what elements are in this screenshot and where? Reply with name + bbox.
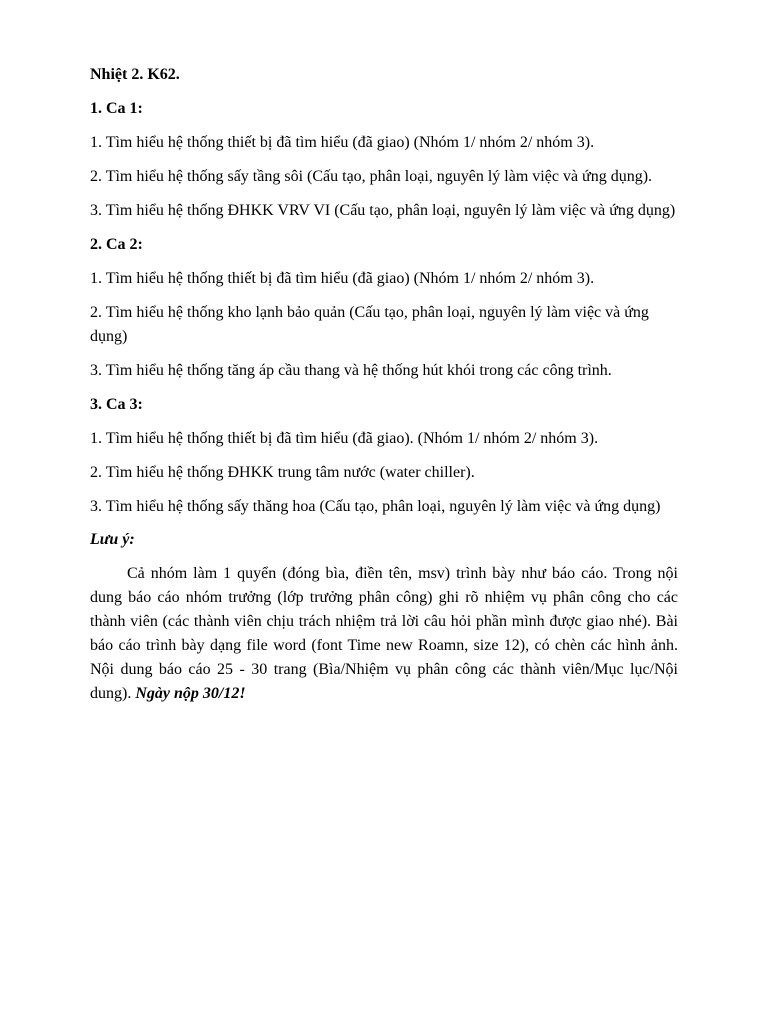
deadline-text: Ngày nộp 30/12! xyxy=(135,685,246,702)
section-heading-ca-2: 2. Ca 2: xyxy=(90,236,143,253)
list-item: 2. Tìm hiểu hệ thống sấy tầng sôi (Cấu tạo, phân loại, nguyên lý làm việc và ứng dụng). xyxy=(90,168,653,185)
list-item: 3. Tìm hiểu hệ thống sấy thăng hoa (Cấu tạo, phân loại, nguyên lý làm việc và ứng dụng) xyxy=(90,498,661,515)
list-item: 3. Tìm hiểu hệ thống ĐHKK VRV VI (Cấu tạo, phân loại, nguyên lý làm việc và ứng dụng) xyxy=(90,202,676,219)
note-paragraph xyxy=(90,562,678,706)
section-heading-ca-3: 3. Ca 3: xyxy=(90,396,143,413)
list-item: 3. Tìm hiểu hệ thống tăng áp cầu thang và hệ thống hút khói trong các công trình. xyxy=(90,362,612,379)
section-heading-ca-1: 1. Ca 1: xyxy=(90,100,143,117)
list-item: 2. Tìm hiểu hệ thống kho lạnh bảo quản (Cấu tạo, phân loại, nguyên lý làm việc và ứng dụng) xyxy=(90,304,649,345)
document-page xyxy=(90,63,678,706)
list-item: 1. Tìm hiểu hệ thống thiết bị đã tìm hiểu (đã giao). (Nhóm 1/ nhóm 2/ nhóm 3). xyxy=(90,430,599,447)
document-title: Nhiệt 2. K62. xyxy=(90,66,180,83)
list-item: 1. Tìm hiểu hệ thống thiết bị đã tìm hiểu (đã giao) (Nhóm 1/ nhóm 2/ nhóm 3). xyxy=(90,270,595,287)
note-body-text: Cả nhóm làm 1 quyển (đóng bìa, điền tên, msv) trình bày như báo cáo. Trong nội dung báo cáo nhóm trưởng (lớp trưởng phân công) ghi rõ nhiệm vụ phân công cho các thành viên (các thành viên chịu trách nhiệm trả lời câu hỏi phần mình được giao nhé). Bài báo cáo trình bày dạng file word (font Time new Roamn, size 12), có chèn các hình ảnh. Nội dung báo cáo 25 - 30 trang (Bìa/Nhiệm vụ phân công các thành viên/Mục lục/Nội dung). xyxy=(90,565,678,702)
list-item: 2. Tìm hiểu hệ thống ĐHKK trung tâm nước (water chiller). xyxy=(90,464,475,481)
list-item: 1. Tìm hiểu hệ thống thiết bị đã tìm hiểu (đã giao) (Nhóm 1/ nhóm 2/ nhóm 3). xyxy=(90,134,595,151)
note-title: Lưu ý: xyxy=(90,531,135,548)
